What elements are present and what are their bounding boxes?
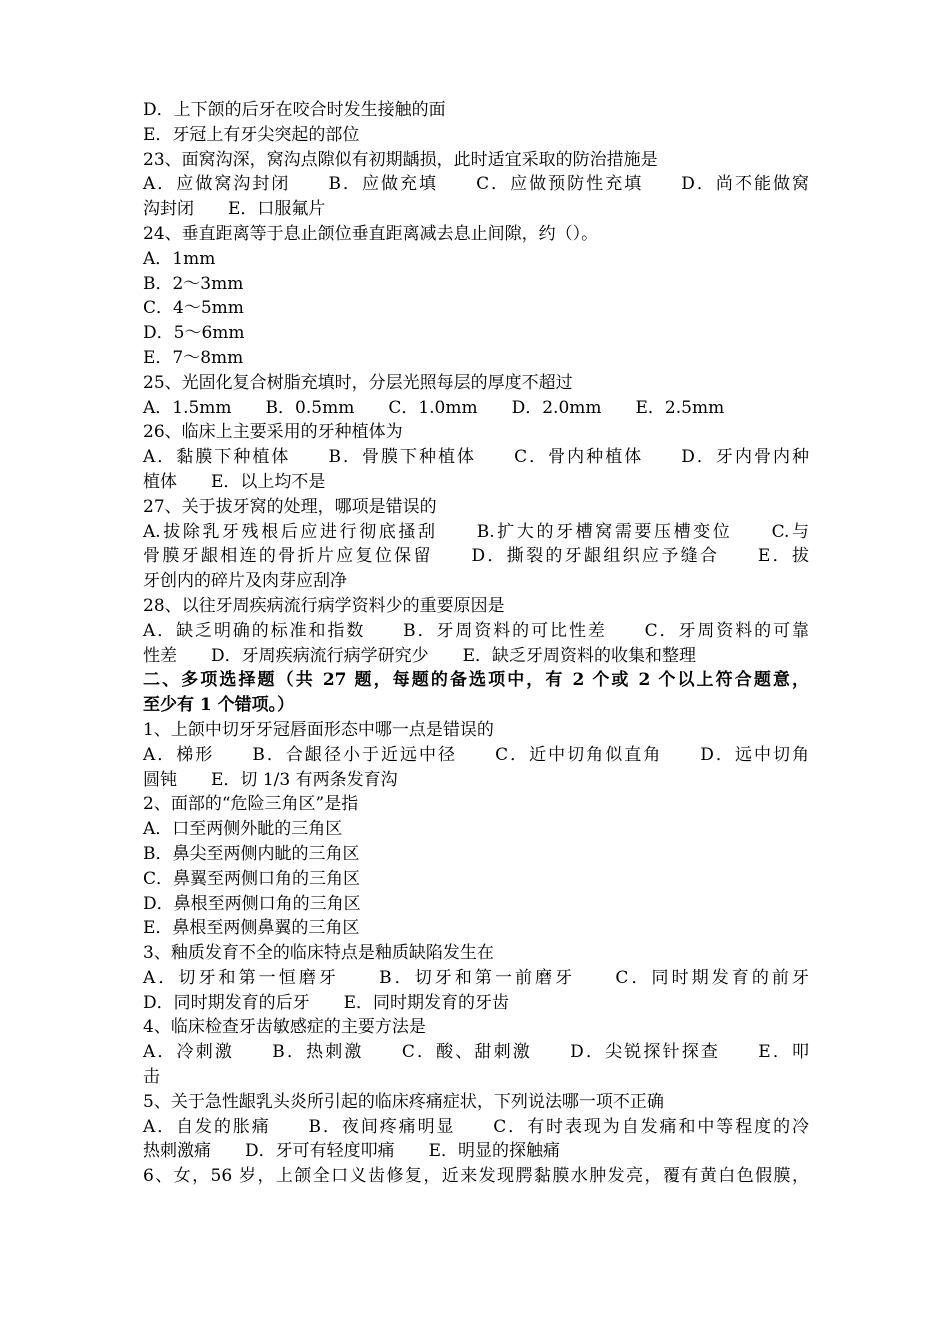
- section-heading-line: 二、多项选择题（共 27 题，每题的备选项中，有 2 个或 2 个以上符合题意，: [143, 670, 809, 691]
- text-line: 1、上颌中切牙牙冠唇面形态中哪一点是错误的: [143, 719, 494, 740]
- text-line: 沟封闭 E．口服氟片: [143, 199, 326, 220]
- document-page: [143, 98, 809, 1189]
- text-line: A．自发的胀痛 B．夜间疼痛明显 C．有时表现为自发痛和中等程度的冷: [143, 1116, 809, 1137]
- text-line: 26、临床上主要采用的牙种植体为: [143, 422, 403, 443]
- text-line: A．梯形 B．合龈径小于近远中径 C．近中切角似直角 D．远中切角: [143, 744, 809, 765]
- section-heading-line: 至少有 1 个错项。）: [143, 695, 295, 716]
- text-line: D．上下颌的后牙在咬合时发生接触的面: [143, 100, 446, 120]
- text-line: 6、女，56 岁，上颌全口义齿修复，近来发现腭黏膜水肿发亮，覆有黄白色假膜，: [143, 1166, 809, 1187]
- text-line: A．1mm: [143, 248, 216, 269]
- text-line: C．鼻翼至两侧口角的三角区: [143, 868, 361, 889]
- text-line: 25、光固化复合树脂充填时，分层光照每层的厚度不超过: [143, 372, 573, 393]
- text-line: E．7～8mm: [143, 347, 244, 368]
- text-line: A．口至两侧外眦的三角区: [143, 819, 343, 840]
- text-line: A．1.5mm B．0.5mm C．1.0mm D．2.0mm E．2.5mm: [143, 397, 725, 418]
- text-line: A．缺乏明确的标准和指数 B．牙周资料的可比性差 C．牙周资料的可靠: [143, 620, 809, 641]
- text-line: A．冷刺激 B．热刺激 C．酸、甜刺激 D．尖锐探针探查 E．叩: [143, 1042, 809, 1063]
- text-line: D．5～6mm: [143, 323, 245, 344]
- text-line: 23、面窝沟深，窝沟点隙似有初期龋损，此时适宜采取的防治措施是: [143, 149, 658, 170]
- text-line: A.拔除乳牙残根后应进行彻底搔刮 B.扩大的牙槽窝需要压槽变位 C.与: [143, 521, 809, 542]
- text-line: A．切牙和第一恒磨牙 B．切牙和第一前磨牙 C．同时期发育的前牙: [143, 967, 809, 988]
- text-line: 5、关于急性龈乳头炎所引起的临床疼痛症状，下列说法哪一项不正确: [143, 1091, 664, 1112]
- text-line: 牙创内的碎片及肉芽应刮净: [143, 571, 347, 592]
- text-line: 27、关于拔牙窝的处理，哪项是错误的: [143, 496, 437, 517]
- text-line: D．同时期发育的后牙 E．同时期发育的牙齿: [143, 992, 510, 1013]
- text-line: B．2～3mm: [143, 273, 244, 294]
- text-line: D．鼻根至两侧口角的三角区: [143, 893, 361, 914]
- text-line: C．4～5mm: [143, 298, 244, 319]
- text-line: 植体 E．以上均不是: [143, 471, 326, 492]
- text-line: 热刺激痛 D．牙可有轻度叩痛 E．明显的探触痛: [143, 1141, 561, 1162]
- text-line: 圆钝 E．切 1/3 有两条发育沟: [143, 769, 398, 790]
- text-line: A．黏膜下种植体 B．骨膜下种植体 C．骨内种植体 D．牙内骨内种: [143, 447, 809, 468]
- text-line: B．鼻尖至两侧内眦的三角区: [143, 843, 360, 864]
- text-line: A．应做窝沟封闭 B．应做充填 C．应做预防性充填 D．尚不能做窝: [143, 174, 809, 195]
- text-line: 3、釉质发育不全的临床特点是釉质缺陷发生在: [143, 943, 494, 964]
- text-line: 28、以往牙周疾病流行病学资料少的重要原因是: [143, 595, 505, 616]
- text-line: 骨膜牙龈相连的骨折片应复位保留 D．撕裂的牙龈组织应予缝合 E．拔: [143, 546, 809, 567]
- text-line: 性差 D．牙周疾病流行病学研究少 E．缺乏牙周资料的收集和整理: [143, 645, 697, 666]
- text-line: 2、面部的“危险三角区”是指: [143, 794, 359, 815]
- text-line: 24、垂直距离等于息止颌位垂直距离减去息止间隙，约（）。: [143, 223, 599, 244]
- text-line: E．鼻根至两侧鼻翼的三角区: [143, 918, 360, 939]
- text-line: 击: [143, 1067, 160, 1088]
- text-line: 4、临床检查牙齿敏感症的主要方法是: [143, 1017, 426, 1038]
- text-line: E．牙冠上有牙尖突起的部位: [143, 124, 360, 145]
